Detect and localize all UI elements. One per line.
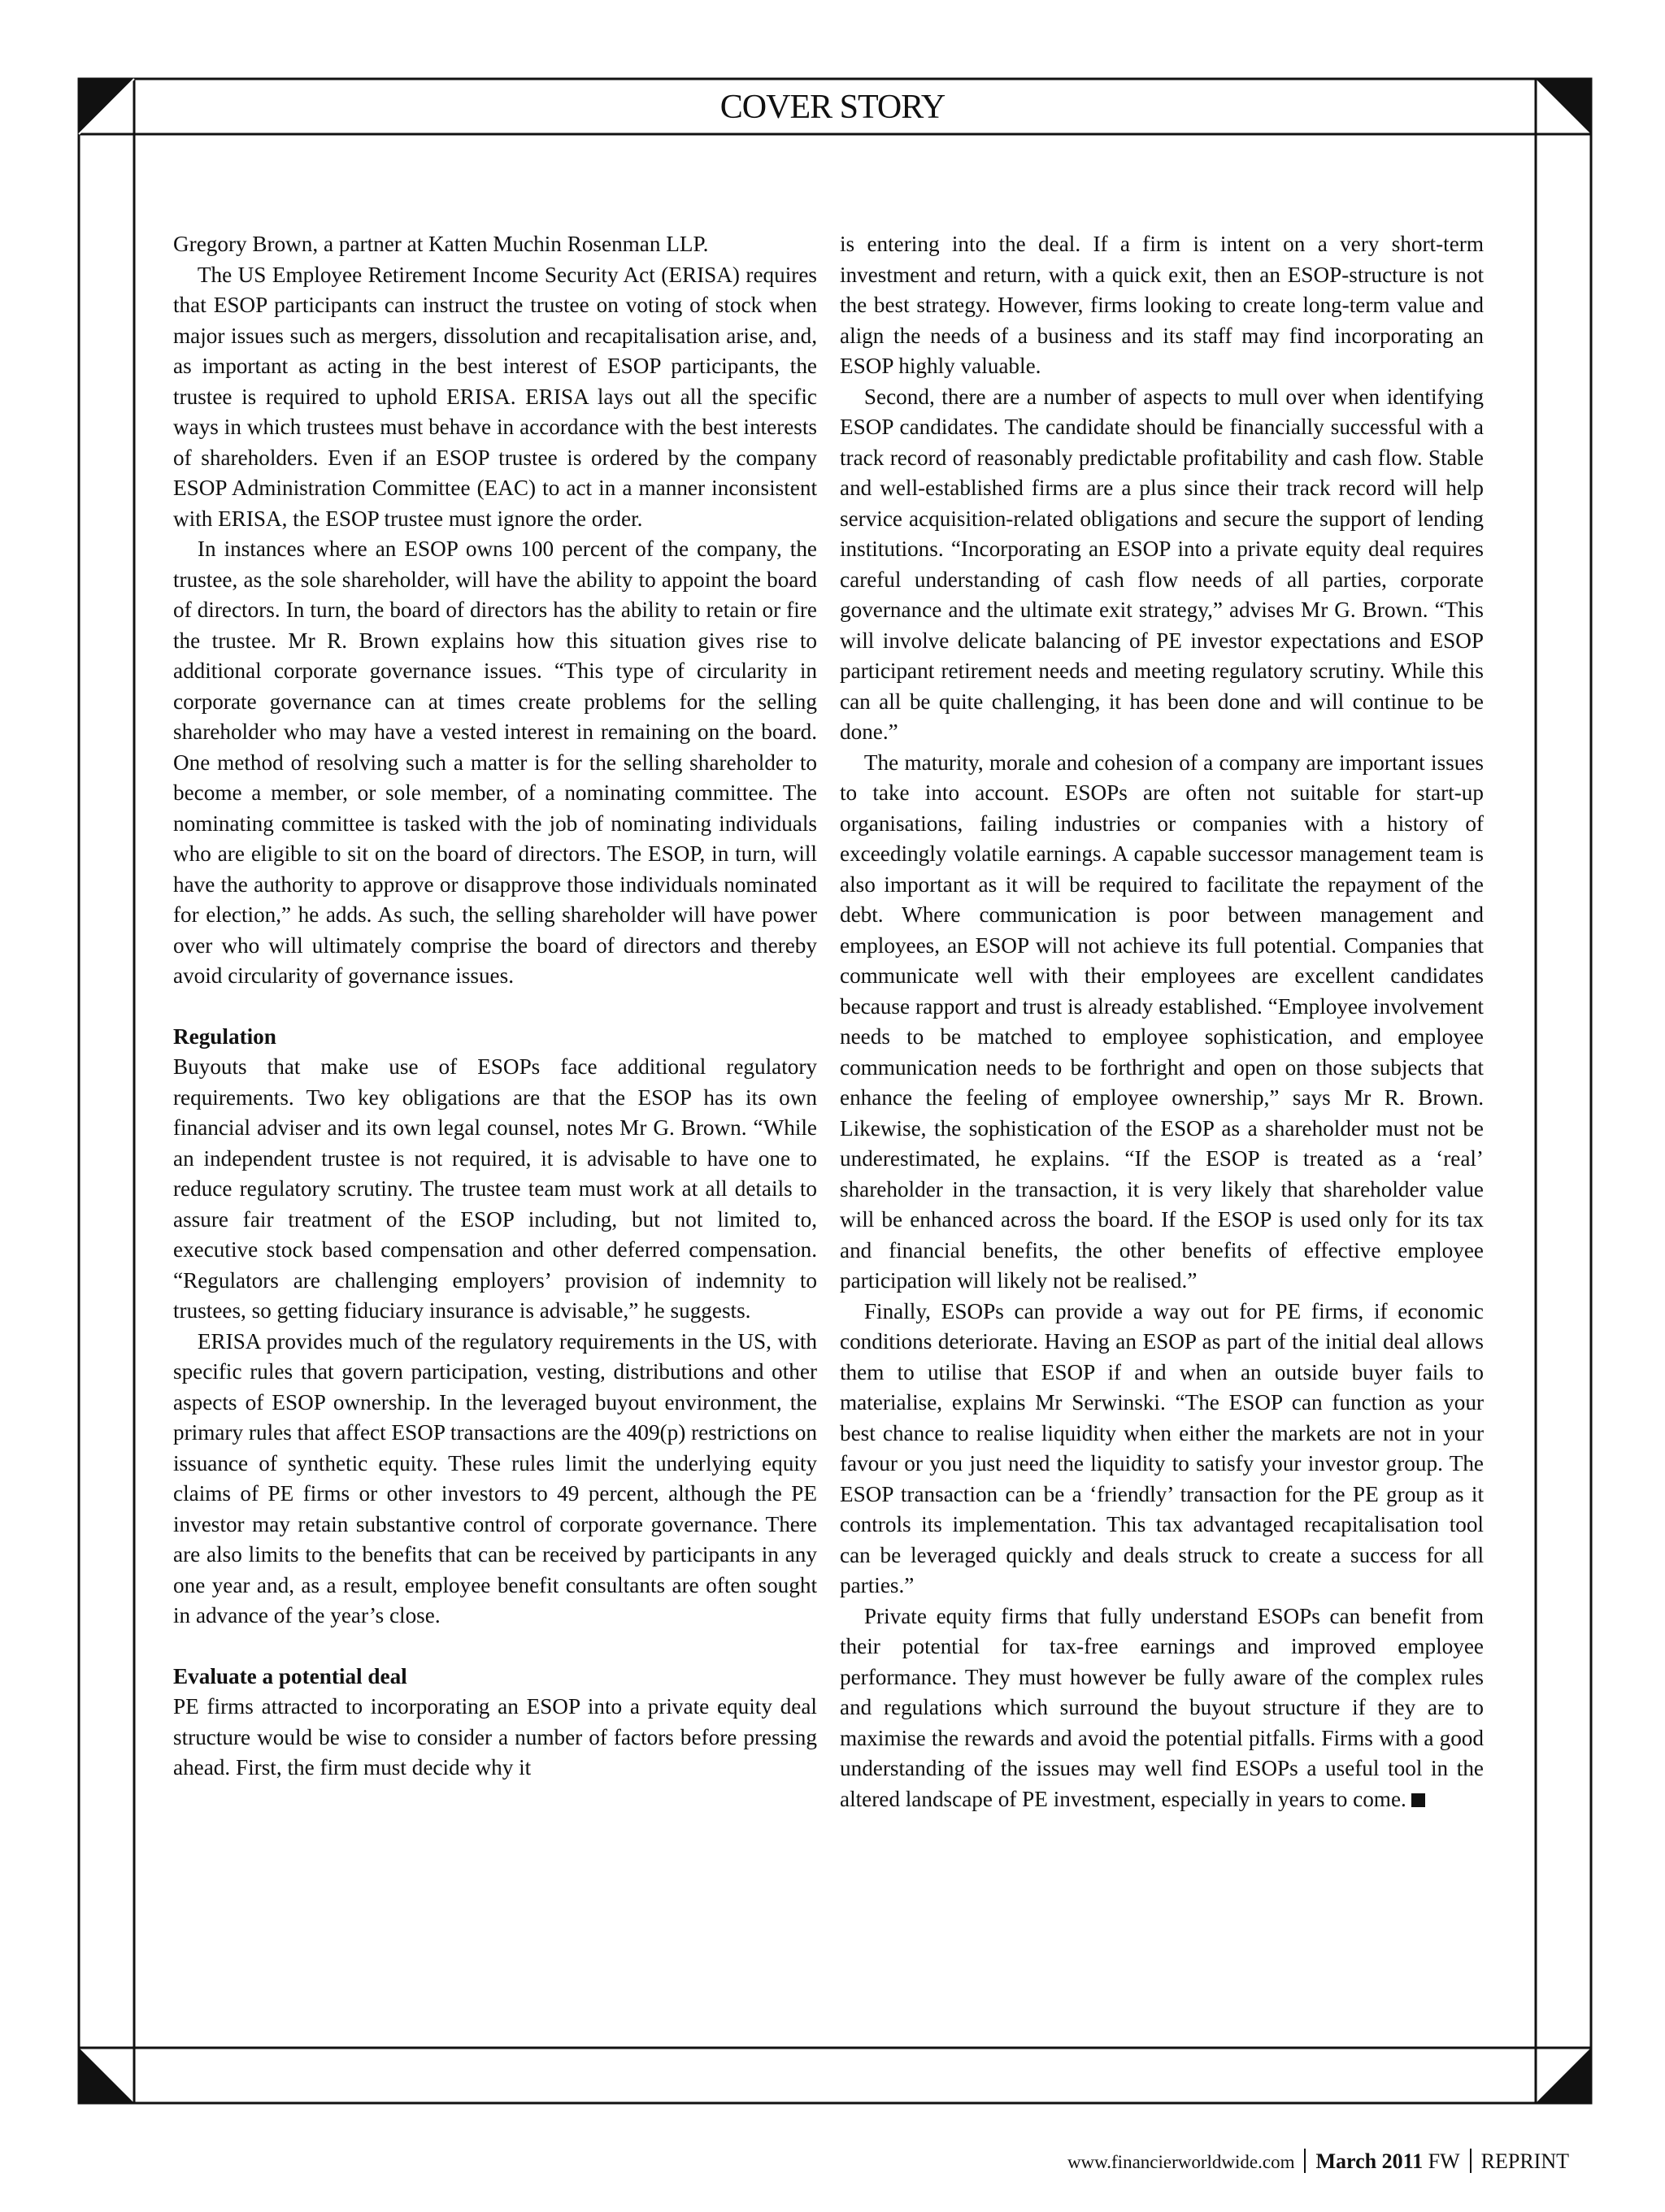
paragraph: The maturity, morale and cohesion of a company are important issues to take into account. ESOPs are often not suitable for start-up organisations, failing industries or companies with a history of exceedingly volatile earnings. A capable successor management team is also important as it will be required to facilitate the repayment of the debt. Where communication is poor between management and employees, an ESOP will not achieve its full potential. Companies that communicate well with their employees are excellent candidates because rapport and trust is already established. “Employee involvement needs to be matched to employee sophistication, and employee communication needs to be forthright and open on those subjects that enhance the feeling of employee ownership,” says Mr R. Brown. Likewise, the sophistication of the ESOP as a shareholder must not be underestimated, he explains. “If the ESOP is treated as a ‘real’ shareholder in the transaction, it is very likely that shareholder value will be enhanced across the board. If the ESOP is used only for its tax and financial benefits, the other benefits of effective employee participation will likely not be realised.”	[840, 750, 1484, 1293]
paragraph: Buyouts that make use of ESOPs face additional regulatory requirements. Two key obligations are that the ESOP has its own financial adviser and its own legal counsel, notes Mr G. Brown. “While an independent trustee is not required, it is advisable to have one to reduce regulatory scrutiny. The trustee team must work at all details to assure fair treatment of the ESOP including, but not limited to, executive stock based compensation and other deferred compensation. “Regulators are challenging employers’ provision of indemnity to trustees, so getting fiduciary insurance is advisable,” he suggests.	[173, 1054, 817, 1323]
section-title: COVER STORY	[719, 89, 946, 126]
subheading-evaluate: Evaluate a potential deal	[173, 1663, 407, 1688]
corner-bottom-right	[1536, 2048, 1591, 2103]
subheading-regulation: Regulation	[173, 1023, 276, 1049]
corner-bottom-left	[79, 2048, 134, 2103]
paragraph: ERISA provides much of the regulatory requirements in the US, with specific rules that govern participation, vesting, distributions and other aspects of ESOP ownership. In the leveraged buyout environment, the primary rules that affect ESOP transactions are the 409(p) restrictions on issuance of synthetic equity. These rules limit the underlying equity claims of PE firms or other investors to 49 percent, although the PE investor may retain substantive control of corporate governance. There are also limits to the benefits that can be received by participants in any one year and, as a result, employee benefit consultants are often sought in advance of the year’s close.	[173, 1328, 817, 1627]
footer-url[interactable]: www.financierworldwide.com	[1067, 2152, 1295, 2172]
paragraph: Gregory Brown, a partner at Katten Muchin Rosenman LLP.	[173, 232, 709, 256]
paragraph: is entering into the deal. If a firm is intent on a very short-term investment and return, with a quick exit, then an ESOP-structure is not the best strategy. However, firms looking to create long-term value and align the needs of a business and its staff may find incorporating an ESOP highly valuable.	[840, 232, 1484, 378]
page-footer	[1067, 2149, 1569, 2174]
article-column-right	[840, 229, 1484, 1814]
paragraph: The US Employee Retirement Income Security Act (ERISA) requires that ESOP participants can instruct the trustee on voting of stock when major issues such as mergers, dissolution and recapitalisation arise, and, as important as acting in the best interest of ESOP participants, the trustee is required to uphold ERISA. ERISA lays out all the specific ways in which trustees must behave in accordance with the best interests of shareholders. Even if an ESOP trustee is ordered by the company ESOP Administration Committee (EAC) to act in a manner inconsistent with ERISA, the ESOP trustee must ignore the order.	[173, 262, 817, 531]
footer-date: March 2011	[1315, 2149, 1424, 2173]
footer-divider	[1470, 2149, 1472, 2173]
paragraph-final	[840, 1601, 1484, 1815]
paragraph: Second, there are a number of aspects to mull over when identifying ESOP candidates. The candidate should be financially successful with a track record of reasonably predictable profitability and cash flow. Stable and well-established firms are a plus since their track record will help service acquisition-related obligations and secure the support of lending institutions. “Incorporating an ESOP into a private equity deal requires careful understanding of cash flow needs of all parties, corporate governance and the ultimate exit strategy,” advises Mr G. Brown. “This will involve delicate balancing of PE investor expectations and ESOP participant retirement needs and meeting regulatory scrutiny. While this can all be quite challenging, it has been done and will continue to be done.”	[840, 384, 1484, 744]
footer-publication: FW	[1428, 2149, 1460, 2173]
footer-label: REPRINT	[1480, 2149, 1569, 2173]
end-mark-icon	[1411, 1793, 1425, 1807]
paragraph: PE firms attracted to incorporating an ESOP into a private equity deal structure would be wise to consider a number of factors before pressing ahead. First, the firm must decide why it	[173, 1694, 817, 1780]
paragraph: In instances where an ESOP owns 100 percent of the company, the trustee, as the sole shareholder, will have the ability to appoint the board of directors. In turn, the board of directors has the ability to retain or fire the trustee. Mr R. Brown explains how this situation gives rise to additional corporate governance issues. “This type of circularity in corporate governance can at times create problems for the selling shareholder who may have a vested interest in remaining on the board. One method of resolving such a matter is for the selling shareholder to become a member, or sole member, of a nominating committee. The nominating committee is tasked with the job of nominating individuals who are eligible to sit on the board of directors. The ESOP, in turn, will have the authority to approve or disapprove those individuals nominated for election,” he adds. As such, the selling shareholder will have power over who will ultimately comprise the board of directors and thereby avoid circularity of governance issues.	[173, 537, 817, 988]
article-column-left	[173, 229, 817, 1784]
footer-divider	[1304, 2149, 1306, 2173]
final-paragraph-text: Private equity firms that fully understand ESOPs can benefit from their potential for tax-free earnings and improved employee performance. They must however be fully aware of the complex rules and regulations which surround the buyout structure if they are to maximise the rewards and avoid the potential pitfalls. Firms with a good understanding of the issues may well find ESOPs a useful tool in the altered landscape of PE investment, especially in years to come.	[840, 1603, 1484, 1811]
paragraph: Finally, ESOPs can provide a way out for PE firms, if economic conditions deteriorate. Having an ESOP as part of the initial deal allows them to utilise that ESOP if and when an outside buyer fails to materialise, explains Mr Serwinski. “The ESOP can function as your best chance to realise liquidity when either the markets are not in your favour or you just need the liquidity to satisfy your investor group. The ESOP transaction can be a ‘friendly’ transaction for the PE group as it controls its implementation. This tax advantaged recapitalisation tool can be leveraged quickly and deals struck to create a success for all parties.”	[840, 1298, 1484, 1597]
